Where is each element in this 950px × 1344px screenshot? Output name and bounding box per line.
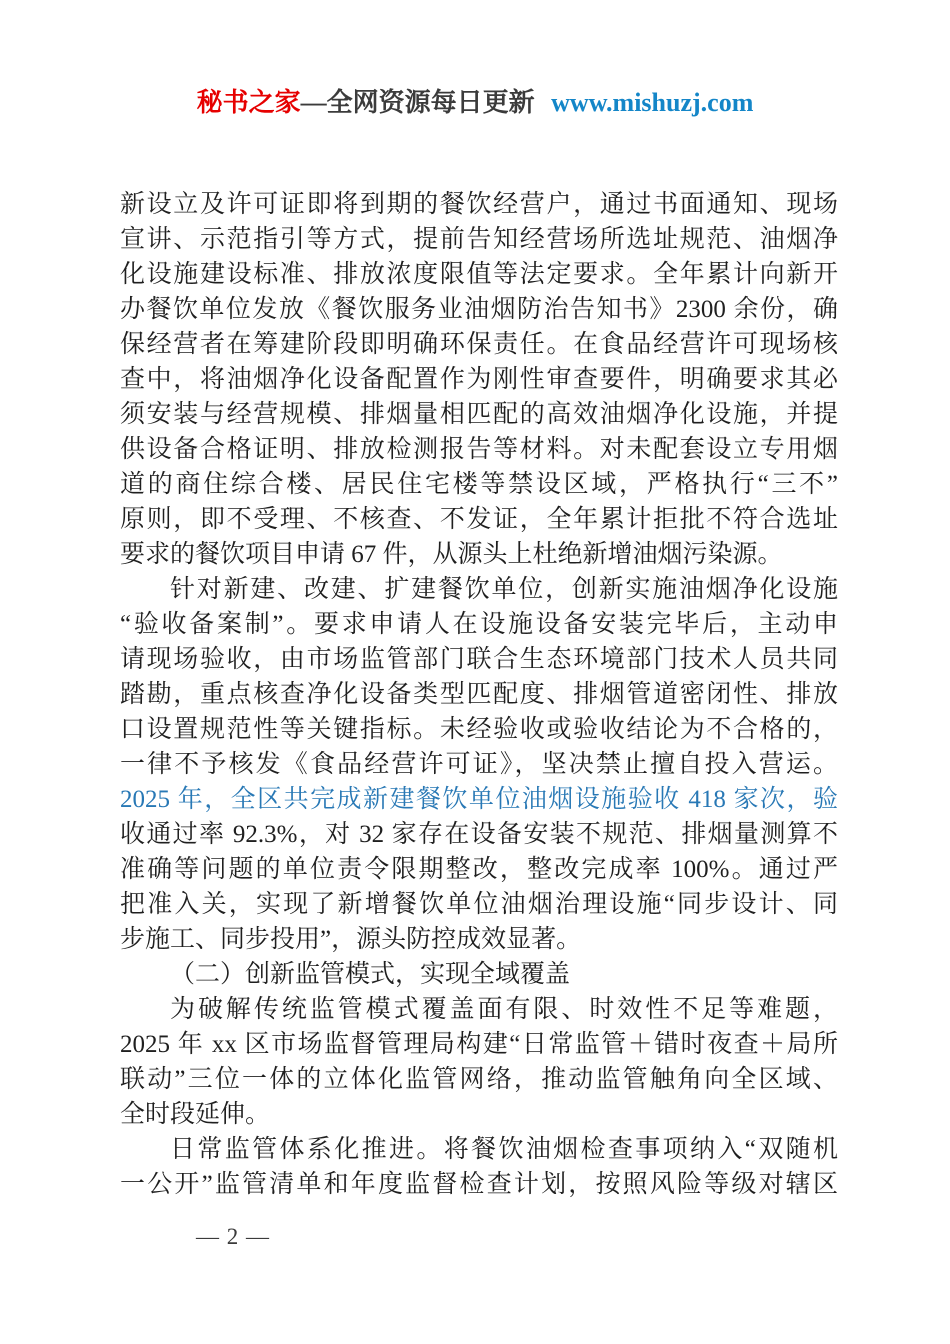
text-line: 供设备合格证明、排放检测报告等材料。对未配套设立专用烟 [120, 436, 838, 463]
page-footer [196, 1222, 270, 1252]
text-line: 化设施建设标准、排放浓度限值等法定要求。全年累计向新开 [120, 261, 838, 288]
site-header [0, 86, 950, 120]
text-line: 为破解传统监管模式覆盖面有限、时效性不足等难题， [170, 996, 838, 1023]
document-body [120, 187, 838, 1202]
text-line: 全时段延伸。 [120, 1101, 271, 1128]
text-line: 查中，将油烟净化设备配置作为刚性审查要件，明确要求其必 [120, 366, 838, 393]
text-line: 步施工、同步投用”，源头防控成效显著。 [120, 926, 582, 953]
text-line: 踏勘，重点核查净化设备类型匹配度、排烟管道密闭性、排放 [120, 681, 838, 708]
text-line: 准确等问题的单位责令限期整改，整改完成率 100%。通过严 [120, 856, 838, 883]
text-line: 一律不予核发《食品经营许可证》，坚决禁止擅自投入营运。 [120, 751, 838, 778]
site-url-link[interactable]: www.mishuzj.com [551, 88, 754, 117]
page-number: — 2 — [196, 1224, 270, 1249]
text-line: 把准入关，实现了新增餐饮单位油烟治理设施“同步设计、同 [120, 891, 838, 918]
text-line: 须安装与经营规模、排烟量相匹配的高效油烟净化设施，并提 [120, 401, 838, 428]
text-line: 收通过率 92.3%，对 32 家存在设备安装不规范、排烟量测算不 [120, 821, 838, 848]
text-line: 请现场验收，由市场监管部门联合生态环境部门技术人员共同 [120, 646, 838, 673]
text-line: 日常监管体系化推进。将餐饮油烟检查事项纳入“双随机 [170, 1136, 838, 1163]
site-name: 秘书之家 [196, 88, 301, 117]
site-tagline: —全网资源每日更新 [300, 88, 535, 117]
text-line: 要求的餐饮项目申请 67 件，从源头上杜绝新增油烟污染源。 [120, 541, 783, 568]
text-line: “验收备案制”。要求申请人在设施设备安装完毕后，主动申 [120, 611, 838, 638]
text-line: 2025 年 xx 区市场监督管理局构建“日常监管＋错时夜查＋局所 [120, 1031, 838, 1058]
text-line: （二）创新监管模式，实现全域覆盖 [170, 961, 571, 988]
text-line: 保经营者在筹建阶段即明确环保责任。在食品经营许可现场核 [120, 331, 838, 358]
text-line: 联动”三位一体的立体化监管网络，推动监管触角向全区域、 [120, 1066, 838, 1093]
text-line: 口设置规范性等关键指标。未经验收或验收结论为不合格的， [120, 716, 838, 743]
text-line: 原则，即不受理、不核查、不发证，全年累计拒批不符合选址 [120, 506, 838, 533]
text-line: 新设立及许可证即将到期的餐饮经营户，通过书面通知、现场 [120, 191, 838, 218]
text-line: 一公开”监管清单和年度监督检查计划，按照风险等级对辖区 [120, 1171, 838, 1198]
text-line: 道的商住综合楼、居民住宅楼等禁设区域，严格执行“三不” [120, 471, 838, 498]
text-line: 办餐饮单位发放《餐饮服务业油烟防治告知书》2300 余份，确 [120, 296, 838, 323]
text-line: 2025 年，全区共完成新建餐饮单位油烟设施验收 418 家次，验 [120, 786, 838, 813]
text-line: 针对新建、改建、扩建餐饮单位，创新实施油烟净化设施 [170, 576, 838, 603]
text-line: 宣讲、示范指引等方式，提前告知经营场所选址规范、油烟净 [120, 226, 838, 253]
